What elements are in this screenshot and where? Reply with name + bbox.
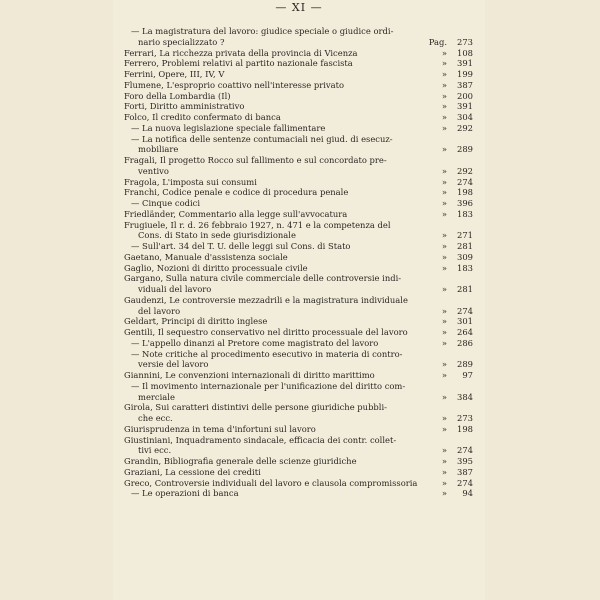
index-entry — [113, 370, 485, 381]
index-entry — [113, 392, 485, 403]
index-entry — [113, 316, 485, 327]
page-marker: » — [441, 230, 447, 241]
page-marker: » — [441, 90, 447, 101]
entry-text: Giurisprudenza in tema d'infortuni sul lavoro — [124, 423, 316, 434]
entry-text: che ecc. — [138, 413, 173, 423]
page-marker: » — [441, 101, 447, 112]
page-marker: » — [441, 445, 447, 456]
page-marker: » — [441, 359, 447, 370]
page-number: 301 — [457, 316, 473, 327]
page-marker: » — [441, 122, 447, 133]
page-marker: » — [441, 337, 447, 348]
page-number: 198 — [457, 423, 473, 434]
entry-text: Graziani, La cessione dei crediti — [124, 466, 261, 477]
index-entry — [113, 26, 485, 37]
entry-text: Flumene, L'esproprio coattivo nell'interesse privato — [124, 79, 345, 90]
page-number: 289 — [457, 144, 473, 155]
index-entry — [113, 198, 485, 209]
entry-text: Forti, Diritto amministrativo — [124, 101, 245, 112]
entry-text: Cons. di Stato in sede giurisdizionale — [138, 230, 296, 241]
page-number: 264 — [457, 327, 473, 337]
page-number: 108 — [457, 47, 473, 58]
page-number: 274 — [457, 176, 473, 187]
index-entry — [113, 123, 485, 134]
entry-text: nario specializzato ? — [138, 36, 225, 47]
entry-text: — La notifica delle sentenze contumaciali nei giud. di esecuz- — [131, 133, 393, 144]
index-entry — [113, 134, 485, 145]
page-marker: » — [441, 187, 447, 198]
entry-text: Foro della Lombardia (Il) — [124, 90, 231, 101]
page-marker: » — [441, 423, 447, 434]
index-entry — [113, 478, 485, 489]
index-entry — [113, 306, 485, 317]
index-entry — [113, 112, 485, 123]
page-number: 94 — [462, 488, 473, 499]
index-entry — [113, 327, 485, 338]
page-marker: » — [441, 165, 447, 176]
entry-text: viduali del lavoro — [138, 284, 212, 294]
entry-text: — La nuova legislazione speciale fallimentare — [131, 122, 326, 133]
index-entry — [113, 155, 485, 166]
page-marker: » — [441, 47, 447, 58]
page-marker: » — [441, 241, 447, 251]
entry-text: Giannini, Le convenzioni internazionali di diritto marittimo — [124, 370, 375, 380]
entry-text: Folco, Il credito confermato di banca — [124, 112, 281, 122]
page-marker: » — [441, 456, 447, 466]
page-marker: » — [441, 176, 447, 187]
page-marker: » — [441, 370, 447, 380]
entry-text: merciale — [138, 391, 175, 402]
index-entry — [113, 381, 485, 392]
page-number: 274 — [457, 477, 473, 488]
entry-text: — Le operazioni di banca — [131, 488, 239, 499]
page-number: 387 — [457, 466, 473, 477]
page-number: 273 — [457, 413, 473, 423]
index-entry — [113, 48, 485, 59]
page-marker: » — [441, 262, 447, 273]
page-number: 183 — [457, 208, 473, 219]
entry-text: del lavoro — [138, 305, 181, 316]
page-number: 292 — [457, 122, 473, 133]
entry-text: Ferrero, Problemi relativi al partito nazionale fascista — [124, 58, 353, 69]
entry-text: Greco, Controversie individuali del lavoro e clausola compromissoria — [124, 477, 418, 488]
page-marker: » — [441, 316, 447, 327]
page-marker: » — [441, 391, 447, 402]
entry-text: Giustiniani, Inquadramento sindacale, efficacia dei contr. collet- — [124, 434, 397, 445]
index-entry — [113, 263, 485, 274]
index-entry — [113, 467, 485, 478]
entry-text: Gaudenzi, Le controversie mezzadrili e la magistratura individuale — [124, 294, 408, 305]
entry-text: Gentili, Il sequestro conservativo nel diritto processuale del lavoro — [124, 327, 408, 337]
index-entry — [113, 435, 485, 446]
page-marker: » — [441, 251, 447, 262]
page-marker: » — [441, 305, 447, 316]
entry-text: Girola, Sui caratteri distintivi delle persone giuridiche pubbli- — [124, 402, 387, 413]
entry-text: mobiliare — [138, 144, 179, 155]
page-number: 309 — [457, 251, 473, 262]
entry-text: Frugiuele, Il r. d. 26 febbraio 1927, n. 471 e la competenza del — [124, 219, 391, 230]
page-marker: » — [441, 488, 447, 499]
entry-text: — Note critiche al procedimento esecutivo in materia di contro- — [131, 348, 403, 359]
index-entry — [113, 252, 485, 263]
index-entry — [113, 91, 485, 102]
index-entry — [113, 456, 485, 467]
index-entry — [113, 144, 485, 155]
entry-text: Gaetano, Manuale d'assistenza sociale — [124, 251, 288, 262]
index-list — [113, 26, 485, 499]
index-entry — [113, 284, 485, 295]
page-number: 292 — [457, 165, 473, 176]
page-marker: » — [441, 144, 447, 155]
index-entry — [113, 37, 485, 48]
entry-text: Gaglio, Nozioni di diritto processuale civile — [124, 262, 308, 273]
page-number: 289 — [457, 359, 473, 370]
page-number: 391 — [457, 58, 473, 69]
page-number: 200 — [457, 90, 473, 101]
index-entry — [113, 241, 485, 252]
entry-text: versie del lavoro — [138, 359, 209, 370]
page-number: 198 — [457, 187, 473, 198]
index-entry — [113, 80, 485, 91]
entry-text: Franchi, Codice penale e codice di procedura penale — [124, 187, 349, 198]
page-marker: » — [441, 284, 447, 294]
page-number: 281 — [457, 284, 473, 294]
page-number: 395 — [457, 456, 473, 466]
page-number: 273 — [457, 36, 473, 47]
entry-text: ventivo — [138, 165, 169, 176]
page-number: 304 — [457, 112, 473, 122]
page-number: 281 — [457, 241, 473, 251]
page-marker: » — [441, 413, 447, 423]
index-entry — [113, 69, 485, 80]
entry-text: — La magistratura del lavoro: giudice speciale o giudice ordi- — [131, 26, 394, 36]
index-entry — [113, 273, 485, 284]
index-entry — [113, 230, 485, 241]
page-marker: » — [441, 466, 447, 477]
page-number: 391 — [457, 101, 473, 112]
entry-text: — Il movimento internazionale per l'unificazione del diritto com- — [131, 380, 406, 391]
index-entry — [113, 349, 485, 360]
entry-text: Friedländer, Commentario alla legge sull'avvocatura — [124, 208, 348, 219]
entry-text: tivi ecc. — [138, 445, 172, 456]
index-entry — [113, 177, 485, 188]
page-marker: » — [441, 198, 447, 208]
entry-text: Gargano, Sulla natura civile commerciale delle controversie indi- — [124, 273, 402, 284]
index-entry — [113, 424, 485, 435]
page-number: 274 — [457, 445, 473, 456]
page-marker: » — [441, 477, 447, 488]
index-entry — [113, 488, 485, 499]
page-number: 396 — [457, 198, 473, 208]
entry-text: Ferrini, Opere, III, IV, V — [124, 69, 225, 79]
page-marker: » — [441, 58, 447, 69]
index-entry — [113, 402, 485, 413]
index-entry — [113, 338, 485, 349]
index-entry — [113, 295, 485, 306]
page-number: 384 — [457, 391, 473, 402]
entry-text: Grandin, Bibliografia generale delle scienze giuridiche — [124, 456, 357, 466]
page-marker: » — [441, 327, 447, 337]
index-entry — [113, 187, 485, 198]
index-entry — [113, 101, 485, 112]
entry-text: — Sull'art. 34 del T. U. delle leggi sul Cons. di Stato — [131, 241, 351, 251]
index-entry — [113, 220, 485, 231]
index-entry — [113, 413, 485, 424]
page-number: 183 — [457, 262, 473, 273]
page-marker: Pag. — [428, 36, 447, 47]
index-entry — [113, 209, 485, 220]
entry-text: Fragali, Il progetto Rocco sul fallimento e sul concordato pre- — [124, 155, 387, 165]
page-number: 274 — [457, 305, 473, 316]
index-entry — [113, 58, 485, 69]
page-number-header: — XI — — [275, 1, 323, 14]
page-marker: » — [441, 79, 447, 90]
entry-text: — L'appello dinanzi al Pretore come magistrato del lavoro — [131, 337, 379, 348]
page-number: 387 — [457, 79, 473, 90]
page-marker: » — [441, 208, 447, 219]
entry-text: Fragola, L'imposta sui consumi — [124, 176, 257, 187]
index-entry — [113, 166, 485, 177]
entry-text: — Cinque codici — [131, 198, 201, 208]
page-number: 199 — [457, 69, 473, 79]
page-number: 271 — [457, 230, 473, 241]
page-marker: » — [441, 112, 447, 122]
entry-text: Ferrari, La ricchezza privata della provincia di Vicenza — [124, 47, 358, 58]
entry-text: Geldart, Principi di diritto inglese — [124, 316, 268, 327]
page-marker: » — [441, 69, 447, 79]
index-entry — [113, 359, 485, 370]
book-page — [113, 0, 485, 600]
index-entry — [113, 445, 485, 456]
page-number: 286 — [457, 337, 473, 348]
page-number: 97 — [462, 370, 473, 380]
